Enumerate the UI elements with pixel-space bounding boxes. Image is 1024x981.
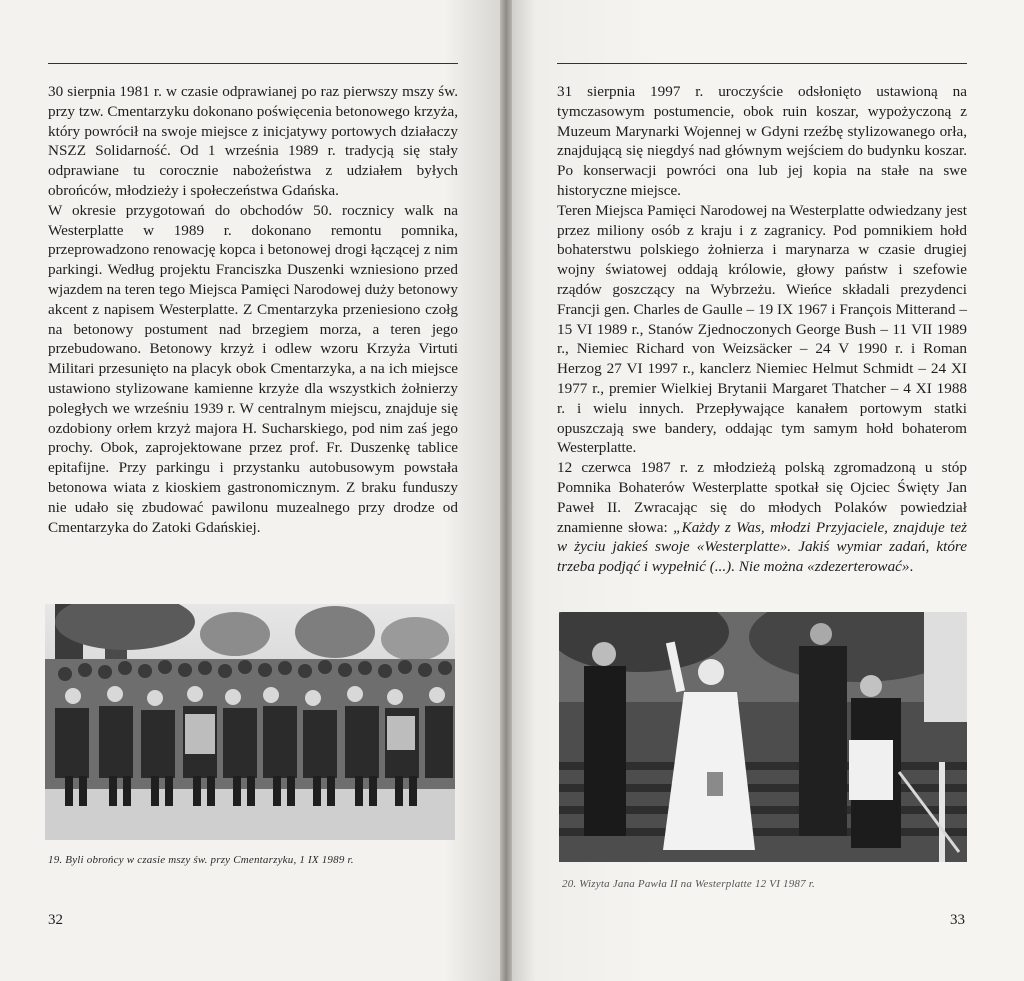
left-body-text (48, 82, 458, 537)
pope-visit-text: 12 czerwca 1987 r. z młodzieżą polską zgromadzoną u stóp Pomnika Bohaterów Westerplatte spotkał się Ojciec Święty Jan Paweł II. Zwracając się do młodych Polaków powiedział znamienne słowa: (557, 459, 967, 536)
photo-pope-visit (559, 612, 967, 862)
page-number-left: 32 (48, 912, 63, 928)
right-paragraph-3 (557, 458, 967, 577)
header-rule-right (557, 63, 967, 64)
header-rule-left (48, 63, 458, 64)
left-paragraph-2: W okresie przygotowań do obchodów 50. rocznicy walk na Westerplatte w 1989 r. dokonano remontu pomnika, przeprowadzono renowację kopca i betonowej drogi łączącej z nim parkingi. Według projektu Franciszka Duszenki wzniesiono przed wjazdem na teren tego Miejsca Pamięci Narodowej duży betonowy akcent z napisem Westerplatte. Z Cmentarzyka przeniesiono czołg na betonowy postument nad brzegiem morza, a teren jego przebudowano. Betonowy krzyż i odlew wzoru Krzyża Virtuti Militari przesunięto na placyk obok Cmentarzyka, a na ich miejsce ustawiono stylizowane kamienne krzyże dla wszystkich żołnierzy poległych we wrześniu 1939 r. W centralnym miejscu, znajduje się ozdobiony orłem krzyż majora H. Sucharskiego, pod nim zaś jego prochy. Obok, zaprojektowane przez prof. Fr. Duszenkę tablice epitafijne. Przy parkingu i przystanku autobusowym powstała betonowa wiata z kioskiem gastronomicznym. Z braku funduszy nie udało się zbudować pawilonu muzealnego przy drodze od Cmentarzyka do Zatoki Gdańskiej. (48, 201, 458, 536)
right-paragraph-2: Teren Miejsca Pamięci Narodowej na Westerplatte odwiedzany jest przez miliony osób z kraju i z zagranicy. Pod pomnikiem hołd bohaterstwu polskiego żołnierza i marynarza w czasie drugiej wojny światowej oddają królowie, głowy państw i szefowie rządów goszczący na Wybrzeżu. Wieńce składali prezydenci Francji gen. Charles de Gaulle – 19 IX 1967 i François Mitterand – 15 VI 1989 r., Stanów Zjednoczonych George Bush – 11 VII 1989 r., Niemiec Richard von Weizsäcker – 24 V 1990 r. i Roman Herzog 27 VI 1997 r., kanclerz Niemiec Helmut Schmidt – 24 XI 1977 r., premier Wielkiej Brytanii Margaret Thatcher – 4 XI 1988 r. i wielu innych. Przepływające kanałem portowym statki opuszczają swe bandery, oddając tym samym hołd bohaterom Westerplatte. (557, 201, 967, 457)
book-gutter (500, 0, 512, 981)
right-body-text (557, 82, 967, 577)
caption-photo-19: 19. Byli obrońcy w czasie mszy św. przy Cmentarzyku, 1 IX 1989 r. (48, 854, 354, 866)
pope-quote: „Każdy z Was, młodzi Przyjaciele, znajduje też w życiu jakieś swoje «Westerplatte». Jakiś wymiar zadań, które trzeba podjąć i wypełnić (...). Nie można «zdezerterować» (557, 518, 967, 576)
page-number-right: 33 (950, 912, 965, 928)
right-paragraph-1: 31 sierpnia 1997 r. uroczyście odsłonięto ustawioną na tymczasowym postumencie, obok ruin koszar, wypożyczoną z Muzeum Marynarki Wojennej w Gdyni rzeźbę stylizowanego orła, znajdującą się niegdyś nad głównym wejściem do budynku koszar. Po konserwacji powróci ona lub jej kopia na stałe na swe historyczne miejsce. (557, 83, 967, 199)
photo-defenders-at-mass (45, 604, 455, 840)
quote-end: . (909, 558, 914, 576)
caption-photo-20: 20. Wizyta Jana Pawła II na Westerplatte 12 VI 1987 r. (562, 878, 815, 890)
left-paragraph-1: 30 sierpnia 1981 r. w czasie odprawianej po raz pierwszy mszy św. przy tzw. Cmentarzyku dokonano poświęcenia betonowego krzyża, który powrócił na swoje miejsce z inicjatywy portowych działaczy NSZZ Solidarność. Od 1 września 1989 r. tradycją się stały odprawiane tu corocznie nabożeństwa z udziałem byłych obrońców, młodzieży i społeczeństwa Gdańska. (48, 83, 458, 199)
